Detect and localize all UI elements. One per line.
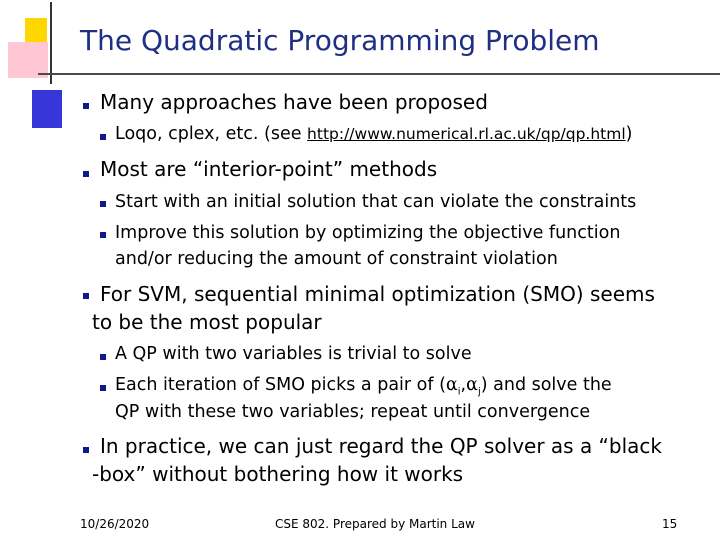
bullet-icon [83,447,89,453]
bullet-improve-solution: Improve this solution by optimizing the objective function [115,223,621,243]
bullet-improve-solution-cont: and/or reducing the amount of constraint violation [115,249,558,269]
bullet-black-box-cont: -box” without bothering how it works [92,462,464,486]
slide-number: 15 [662,517,678,531]
loqo-close-paren: ) [625,124,633,144]
alpha-symbol: α [466,375,478,395]
bullet-initial-solution: Start with an initial solution that can violate the constraints [115,192,637,212]
qp-link[interactable]: http://www.numerical.rl.ac.uk/qp/qp.html [307,125,626,143]
loqo-text: Loqo, cplex, etc. (see [115,124,308,144]
alpha-symbol: α [445,375,458,395]
bullet-many-approaches: Many approaches have been proposed [100,90,488,114]
decor-vertical-line [50,2,52,84]
bullet-interior-point: Most are “interior-point” methods [100,157,438,181]
smo-iteration-text-end: ) and solve the [480,375,612,395]
bullet-qp-two-vars: A QP with two variables is trivial to solve [115,344,472,364]
slide-title: The Quadratic Programming Problem [80,24,600,57]
footer-date: 10/26/2020 [80,517,150,531]
bullet-icon [100,232,106,238]
bullet-icon [83,171,89,177]
bullet-icon [100,201,106,207]
bullet-smo-iteration [115,375,612,398]
title-underline [38,73,720,75]
subscript-j: j [477,386,481,398]
bullet-icon [83,293,89,299]
smo-iteration-text: Each iteration of SMO picks a pair of ( [115,375,446,395]
bullet-loqo [115,124,633,144]
bullet-icon [100,354,106,360]
comma: , [460,375,467,395]
decor-blue-square [32,90,62,128]
subscript-i: i [457,386,461,398]
bullet-black-box: In practice, we can just regard the QP solver as a “black [100,434,663,458]
footer-author: CSE 802. Prepared by Martin Law [275,517,475,531]
bullet-smo: For SVM, sequential minimal optimization (SMO) seems [100,282,655,306]
bullet-smo-cont: to be the most popular [92,310,322,334]
bullet-icon [83,103,89,109]
bullet-smo-iteration-cont: QP with these two variables; repeat until convergence [115,402,591,422]
bullet-icon [100,134,106,140]
bullet-icon [100,385,106,391]
